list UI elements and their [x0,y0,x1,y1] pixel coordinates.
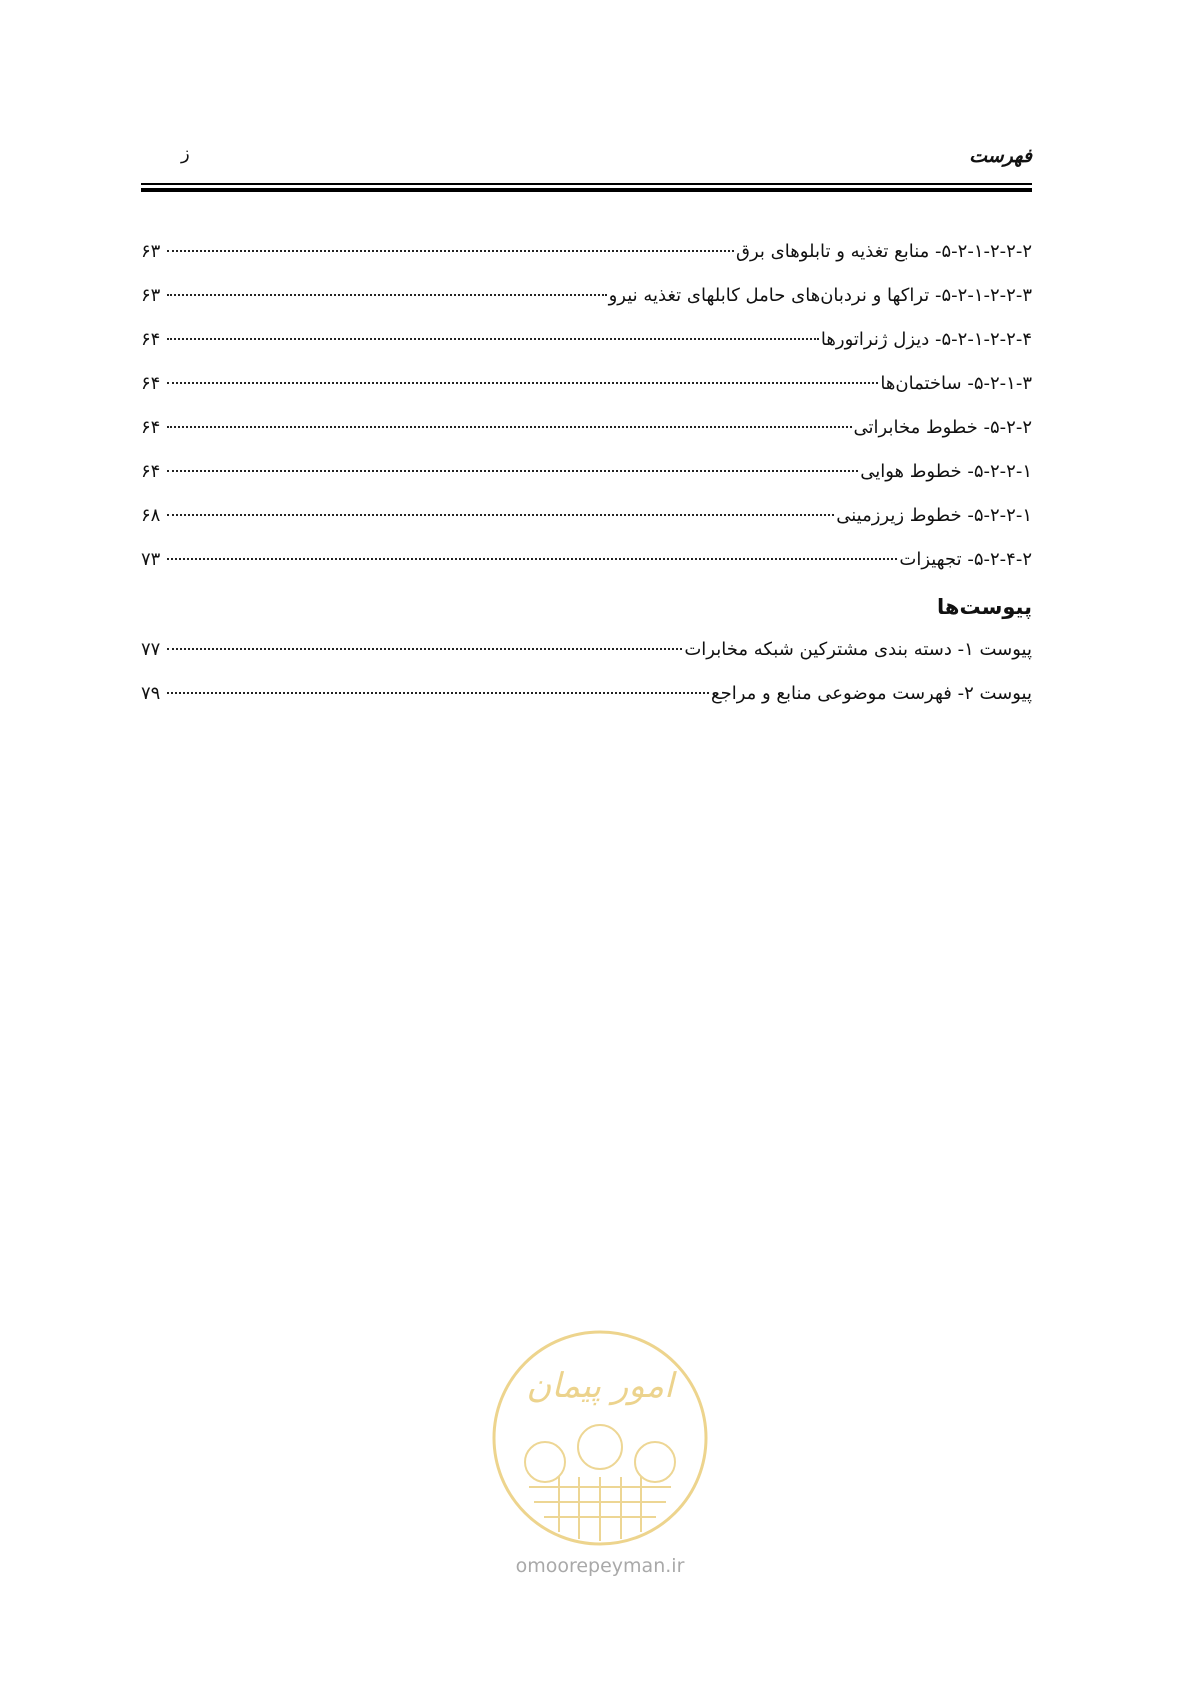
toc-entry[interactable] [141,450,1032,494]
dot-leader [167,691,709,694]
toc-entry-page: ۶۴ [141,329,161,350]
toc-entry-title: ۵-۲-۱-۲-۲-۲- منابع تغذیه و تابلوهای برق [736,241,1032,262]
appendix-heading: پیوست‌ها [937,595,1032,619]
toc-entry[interactable] [141,362,1032,406]
toc-entry-page: ۶۴ [141,417,161,438]
toc-entry[interactable] [141,274,1032,318]
toc-entry[interactable] [141,538,1032,582]
dot-leader [167,249,734,252]
toc-entry-page: ۷۳ [141,549,161,570]
toc-entry-title: ۵-۲-۴-۲- تجهیزات [899,549,1032,570]
toc-entry-title: ۵-۲-۱-۳- ساختمان‌ها [880,373,1032,394]
dot-leader [167,293,607,296]
header-rule-thin [141,183,1032,185]
logo-lettering: امور پیمان [526,1366,674,1406]
toc-entry-title: ۵-۲-۱-۲-۲-۳- تراکها و نردبان‌های حامل کابلهای تغذیه نیرو [608,285,1032,306]
toc-entry[interactable] [141,318,1032,362]
dot-leader [167,557,897,560]
dot-leader [167,469,858,472]
toc-entry-page: ۶۴ [141,373,161,394]
dot-leader [167,425,852,428]
dot-leader [167,513,834,516]
toc-entry[interactable] [141,230,1032,274]
toc-entry-title: پیوست ۱- دسته بندی مشترکین شبکه مخابرات [684,639,1032,660]
table-of-contents [141,230,1032,716]
toc-entry-title: ۵-۲-۱-۲-۲-۴- دیزل ژنراتورها [820,329,1032,350]
toc-entry-page: ۷۹ [141,683,161,704]
toc-entry-title: ۵-۲-۲- خطوط مخابراتی [853,417,1032,438]
toc-entry[interactable] [141,406,1032,450]
dot-leader [167,381,878,384]
dot-leader [167,647,682,650]
header-rule-thick [141,188,1032,192]
header-page-letter: ز [181,143,190,164]
toc-entry-title: پیوست ۲- فهرست موضوعی منابع و مراجع [711,683,1032,704]
toc-entry[interactable] [141,494,1032,538]
watermark-url: omoorepeyman.ir [515,1555,685,1577]
toc-entry-title: ۵-۲-۲-۱- خطوط هوایی [860,461,1032,482]
toc-entry[interactable] [141,628,1032,672]
header-title: فهرست [969,145,1032,167]
omoorepeyman-logo-watermark [489,1327,711,1549]
toc-entry-page: ۶۸ [141,505,161,526]
page-header [141,145,1032,175]
toc-entry[interactable] [141,672,1032,716]
toc-entry-page: ۶۴ [141,461,161,482]
toc-entry-page: ۶۳ [141,241,161,262]
toc-entry-page: ۷۷ [141,639,161,660]
toc-entry-title: ۵-۲-۲-۱- خطوط زیرزمینی [836,505,1032,526]
dot-leader [167,337,819,340]
toc-entry-page: ۶۳ [141,285,161,306]
